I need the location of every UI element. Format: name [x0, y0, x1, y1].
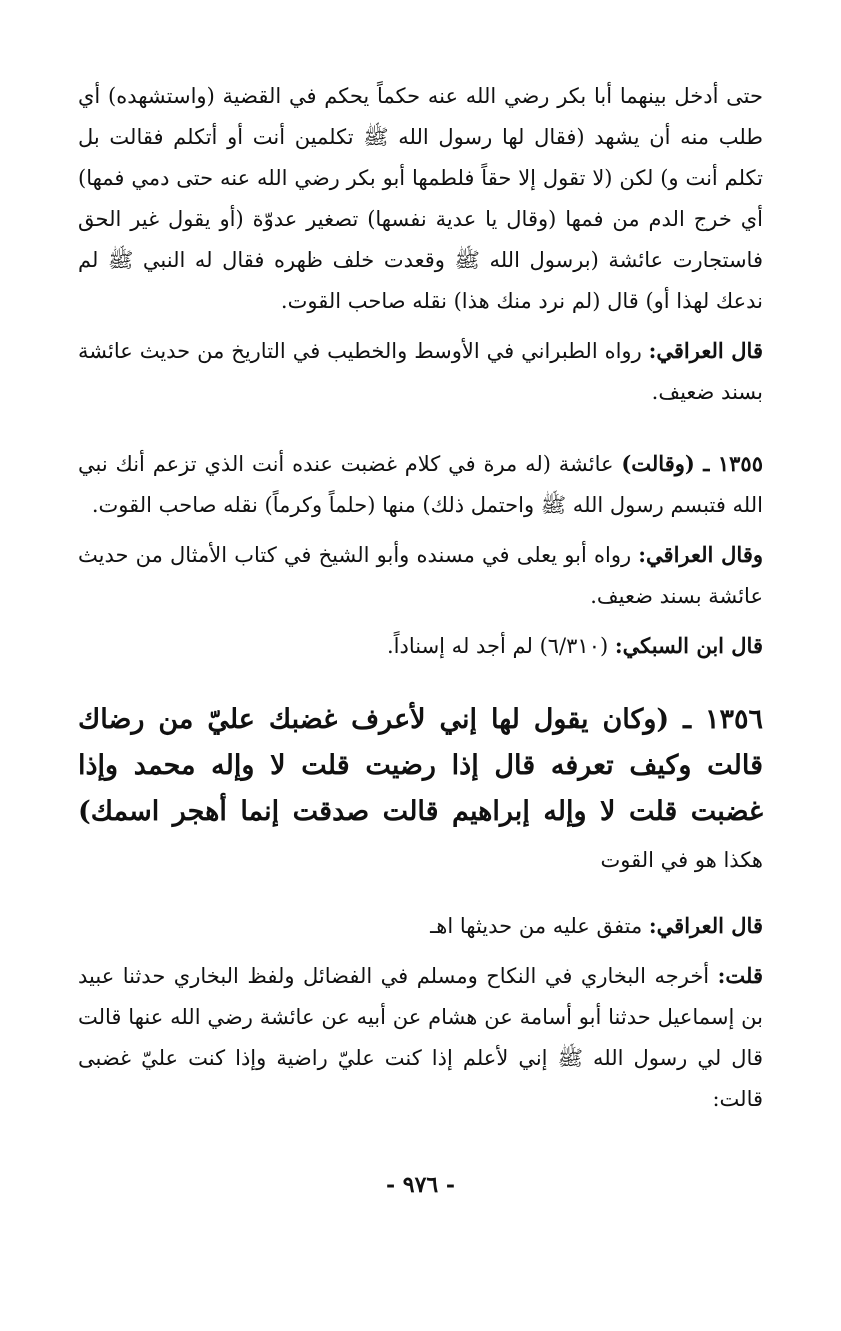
hadith-text: (وكان يقول لها إني لأعرف غضبك عليّ من رضاك قالت وكيف تعرفه قال إذا رضيت قلت لا وإله محمد وإذا غضبت قلت لا وإله إبراهيم قالت صدقت إنما أهجر اسمك): [78, 704, 763, 827]
note-label: قال العراقي:: [648, 338, 763, 363]
iraqi-note: [78, 905, 763, 947]
hadith-source-note: هكذا هو في القوت: [600, 848, 763, 872]
note-label: قال العراقي:: [648, 913, 763, 938]
hadith-number: ١٣٥٦ ـ: [683, 704, 764, 735]
hadith-lead: (وقالت): [621, 451, 704, 476]
page-number: - ٩٧٦ -: [385, 1172, 456, 1198]
subki-note: [78, 625, 763, 667]
note-text: متفق عليه من حديثها اهـ: [430, 914, 649, 938]
note-text: رواه أبو يعلى في مسنده وأبو الشيخ في كتاب الأمثال من حديث عائشة بسند ضعيف.: [78, 543, 763, 608]
note-text: (٦/٣١٠) لم أجد له إسناداً.: [386, 634, 615, 658]
note-text: أخرجه البخاري في النكاح ومسلم في الفضائل ولفظ البخاري حدثنا عبيد بن إسماعيل حدثنا أبو أسامة عن هشام عن أبيه عن عائشة رضي الله عنها قالت قال لي رسول الله ﷺ إني لأعلم إذا كنت عليّ راضية وإذا كنت عليّ غضبى قالت:: [78, 964, 763, 1111]
note-text: رواه الطبراني في الأوسط والخطيب في التاريخ من حديث عائشة بسند ضعيف.: [78, 339, 763, 404]
hadith-text: عائشة (له مرة في كلام غضبت عنده أنت الذي تزعم أنك نبي الله فتبسم رسول الله ﷺ واحتمل ذلك) منها (حلماً وكرماً) نقله صاحب القوت.: [78, 452, 763, 517]
commentary-paragraph: [78, 76, 763, 322]
note-label: قلت:: [717, 963, 763, 988]
iraqi-note: [78, 534, 763, 617]
note-label: وقال العراقي:: [638, 542, 763, 567]
note-label: قال ابن السبكي:: [614, 633, 763, 658]
author-note: [78, 955, 763, 1120]
hadith-number: ١٣٥٥ ـ: [703, 451, 763, 476]
hadith-1356: [78, 697, 763, 883]
iraqi-note: [78, 330, 763, 413]
paragraph-text: حتى أدخل بينهما أبا بكر رضي الله عنه حكماً يحكم في القضية (واستشهده) أي طلب منه أن يشهد (فقال لها رسول الله ﷺ تكلمين أنت أو أتكلم فقالت بل تكلم أنت و) لكن (لا تقول إلا حقاً فلطمها أبو بكر رضي الله عنه حتى دمي فمها) أي خرج الدم من فمها (وقال يا عدية نفسها) تصغير عدوّة (أو يقول غير الحق فاستجارت عائشة (برسول الله ﷺ وقعدت خلف ظهره فقال له النبي ﷺ لم ندعك لهذا أو) قال (لم نرد منك هذا) نقله صاحب القوت.: [78, 84, 763, 313]
hadith-1355: [78, 443, 763, 526]
